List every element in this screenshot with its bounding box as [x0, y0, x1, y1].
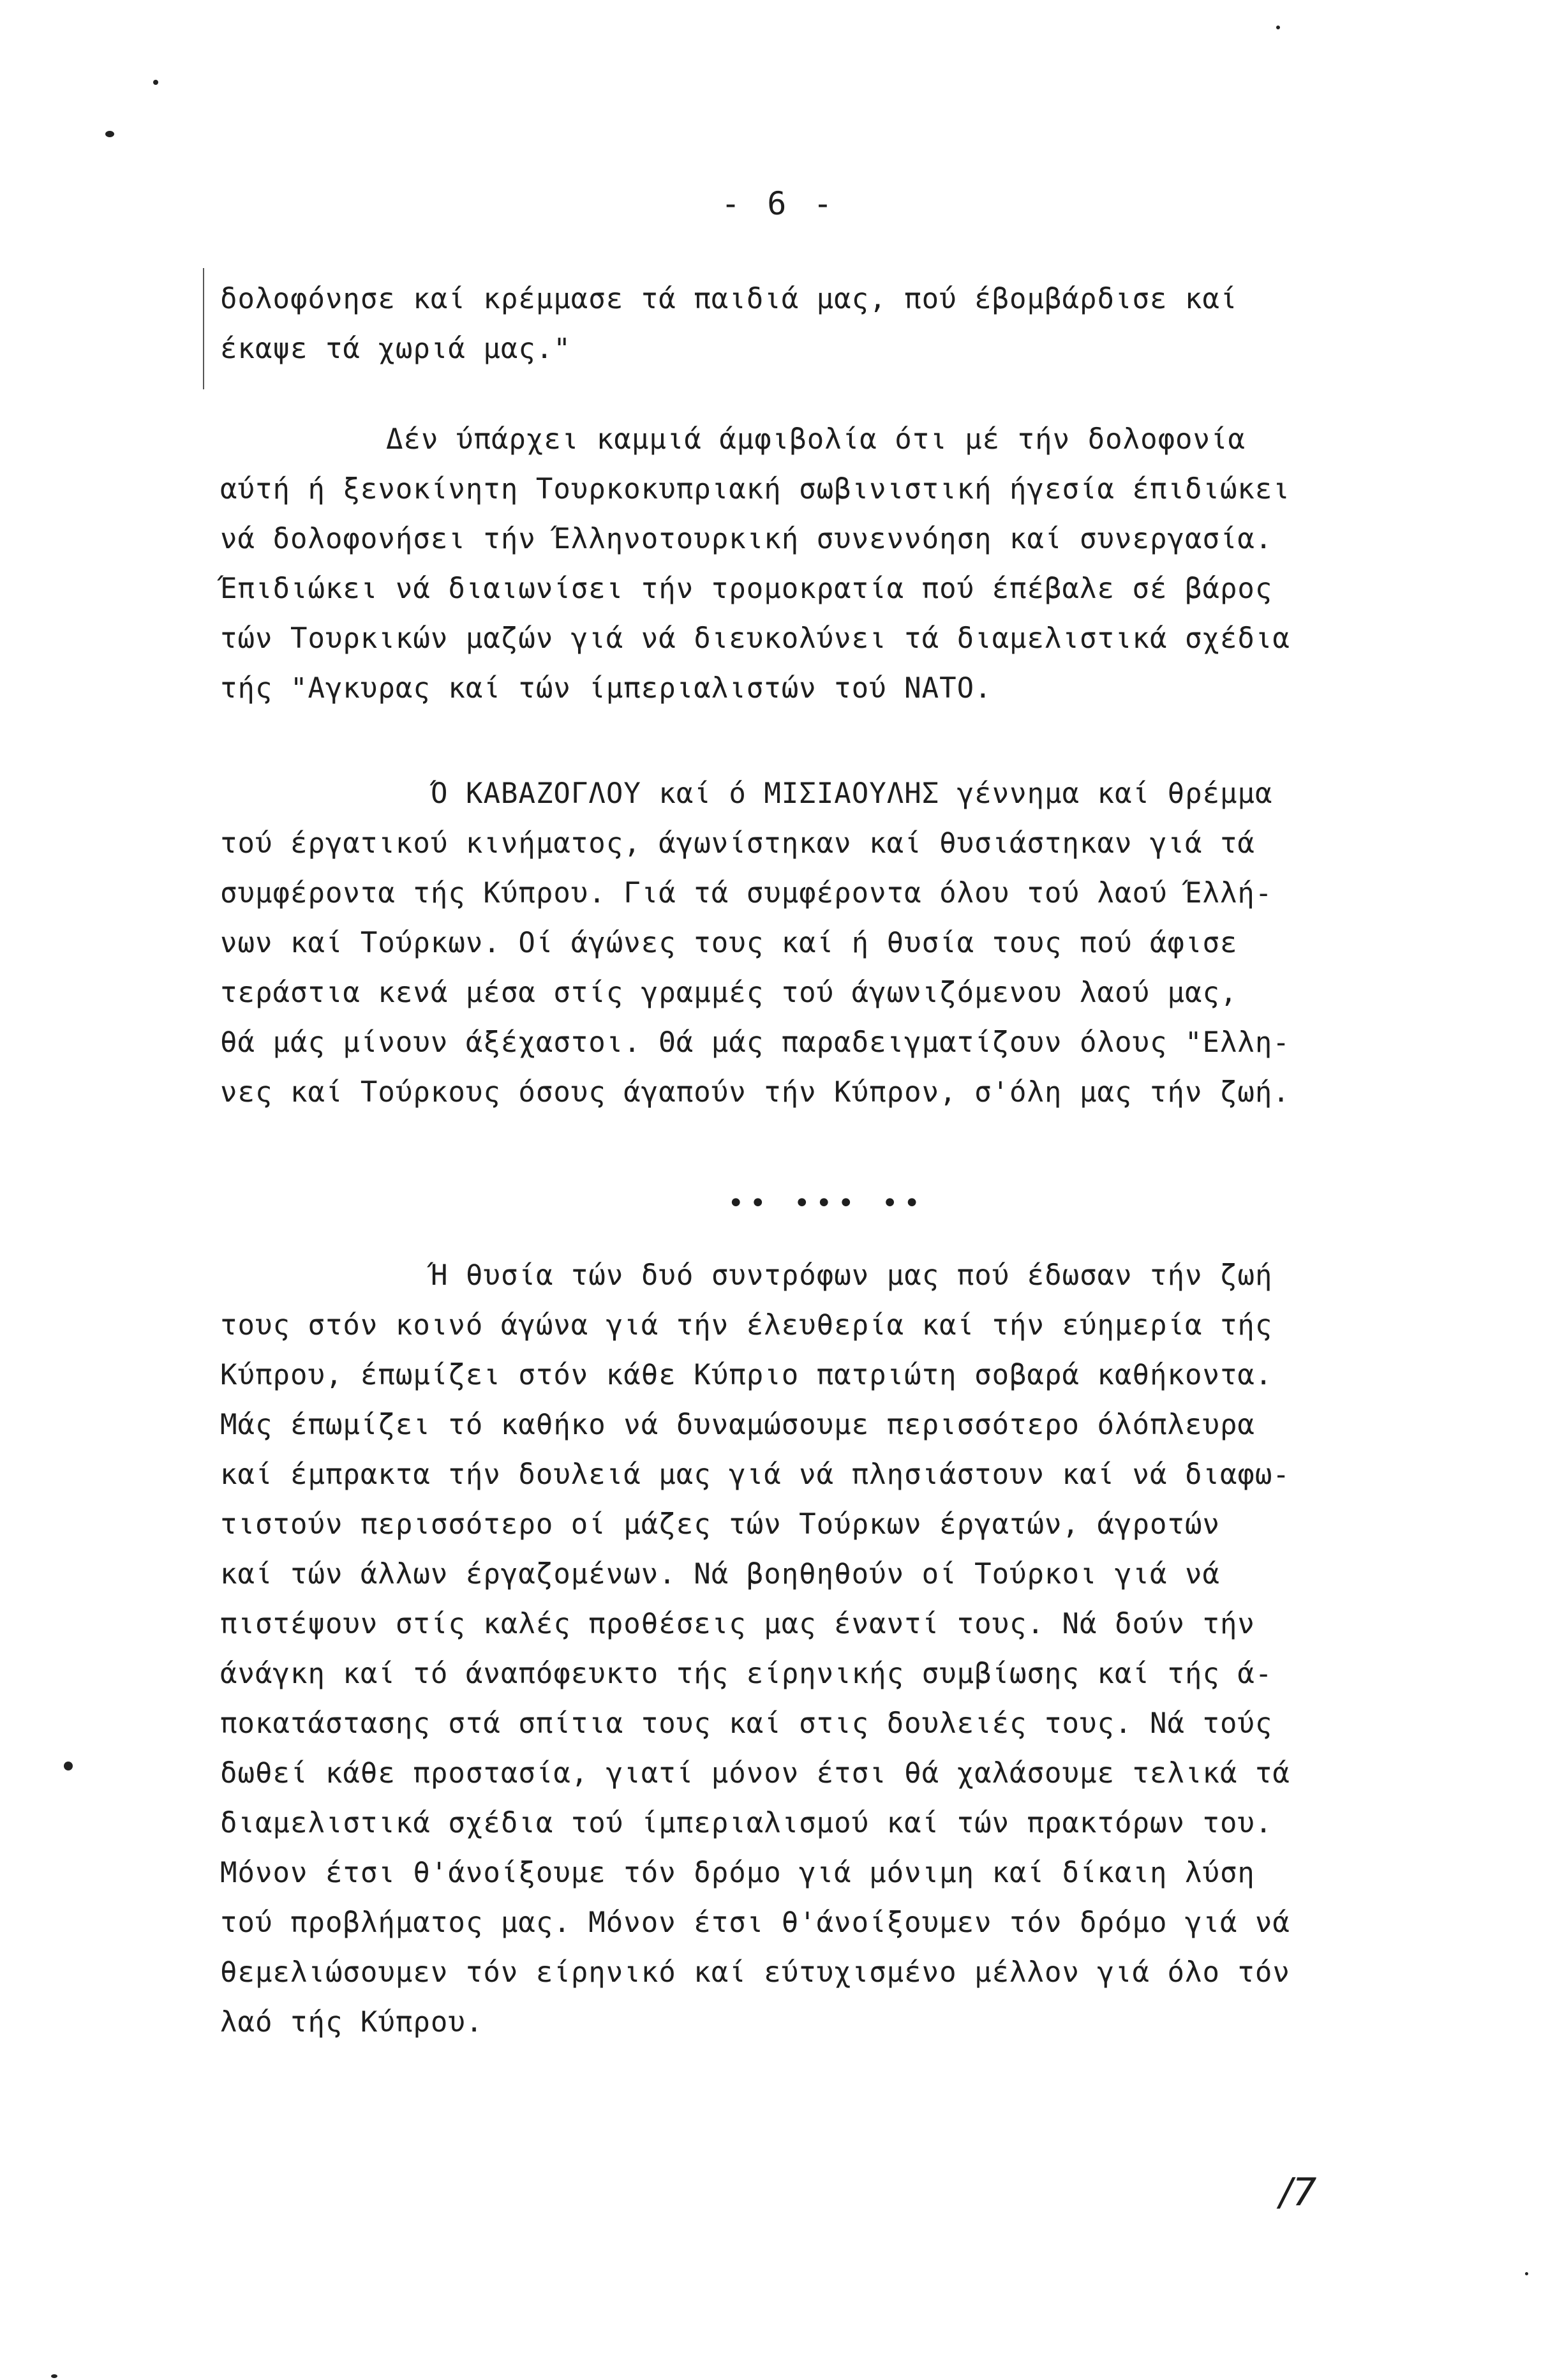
text-line: Ή θυσία τών δυό συντρόφων μας πού έδωσαν τήν ζωή: [431, 1259, 1273, 1292]
text-line: λαό τής Κύπρου.: [220, 2006, 484, 2039]
text-line: θά μάς μίνουν άξέχαστοι. Θά μάς παραδειγματίζουν όλους "Ελλη-: [220, 1026, 1290, 1059]
scan-speck: [105, 131, 114, 137]
text-line: Ό ΚΑΒΑΖΟΓΛΟΥ καί ό ΜΙΣΙΑΟΥΛΗΣ γέννημα καί θρέμμα: [431, 777, 1273, 810]
paragraph-1: [220, 274, 1480, 374]
text-line: Κύπρου, έπωμίζει στόν κάθε Κύπριο πατριώτη σοβαρά καθήκοντα.: [220, 1359, 1273, 1391]
text-line: δωθεί κάθε προστασία, γιατί μόνον έτσι θά χαλάσουμε τελικά τά: [220, 1757, 1290, 1790]
text-line: τών Τουρκικών μαζών γιά νά διευκολύνει τά διαμελιστικά σχέδια: [220, 622, 1290, 655]
scan-speck: [51, 2374, 57, 2378]
text-line: αύτή ή ξενοκίνητη Τουρκοκυπριακή σωβινιστική ήγεσία έπιδιώκει: [220, 473, 1290, 505]
text-line: ποκατάστασης στά σπίτια τους καί στις δουλειές τους. Νά τούς: [220, 1707, 1273, 1740]
text-line: τού προβλήματος μας. Μόνον έτσι θ'άνοίξουμεν τόν δρόμο γιά νά: [220, 1906, 1290, 1939]
text-line: τής "Αγκυρας καί τών ίμπεριαλιστών τού ΝΑΤΟ.: [220, 672, 992, 705]
text-line: άνάγκη καί τό άναπόφευκτο τής είρηνικής συμβίωσης καί τής ά-: [220, 1658, 1273, 1690]
paragraph-3: [220, 769, 1480, 1118]
text-line: Δέν ύπάρχει καμμιά άμφιβολία ότι μέ τήν δολοφονία: [386, 423, 1246, 456]
scan-speck: [153, 80, 158, 85]
text-line: νες καί Τούρκους όσους άγαπούν τήν Κύπρον, σ'όλη μας τήν ζωή.: [220, 1076, 1290, 1109]
paragraph-2: [220, 415, 1480, 714]
text-line: διαμελιστικά σχέδια τού ίμπεριαλισμού καί τών πρακτόρων του.: [220, 1807, 1273, 1839]
text-line: νά δολοφονήσει τήν Έλληνοτουρκική συνεννόηση καί συνεργασία.: [220, 523, 1273, 555]
margin-rule: [203, 268, 204, 389]
text-line: τους στόν κοινό άγώνα γιά τήν έλευθερία καί τήν εύημερία τής: [220, 1309, 1273, 1342]
section-separator: •• ••• ••: [727, 1187, 926, 1220]
scan-speck: [1276, 26, 1280, 29]
text-line: δολοφόνησε καί κρέμμασε τά παιδιά μας, πού έβομβάρδισε καί: [220, 283, 1238, 315]
text-line: νων καί Τούρκων. Οί άγώνες τους καί ή θυσία τους πού άφισε: [220, 927, 1238, 959]
text-line: έκαψε τά χωριά μας.": [220, 333, 571, 365]
text-line: καί τών άλλων έργαζομένων. Νά βοηθηθούν οί Τούρκοι γιά νά: [220, 1558, 1220, 1590]
paragraph-4: [220, 1251, 1480, 2047]
text-line: συμφέροντα τής Κύπρου. Γιά τά συμφέροντα όλου τού λαού Έλλή-: [220, 877, 1273, 909]
text-line: Έπιδιώκει νά διαιωνίσει τήν τρομοκρατία πού έπέβαλε σέ βάρος: [220, 573, 1273, 605]
text-line: τεράστια κενά μέσα στίς γραμμές τού άγωνιζόμενου λαού μας,: [220, 977, 1238, 1009]
text-line: Μόνον έτσι θ'άνοίξουμε τόν δρόμο γιά μόνιμη καί δίκαιη λύση: [220, 1857, 1255, 1889]
text-line: τού έργατικού κινήματος, άγωνίστηκαν καί θυσιάστηκαν γιά τά: [220, 827, 1255, 860]
page-number: - 6 -: [721, 185, 837, 222]
text-line: θεμελιώσουμεν τόν είρηνικό καί εύτυχισμένο μέλλον γιά όλο τόν: [220, 1956, 1290, 1989]
scan-speck: [1525, 2272, 1528, 2275]
continuation-mark: /7: [1279, 2170, 1317, 2215]
text-line: πιστέψουν στίς καλές προθέσεις μας έναντί τους. Νά δούν τήν: [220, 1608, 1255, 1640]
scan-speck: [64, 1762, 73, 1770]
text-line: καί έμπρακτα τήν δουλειά μας γιά νά πλησιάστουν καί νά διαφω-: [220, 1458, 1290, 1491]
text-line: Μάς έπωμίζει τό καθήκο νά δυναμώσουμε περισσότερο όλόπλευρα: [220, 1409, 1255, 1441]
text-line: τιστούν περισσότερο οί μάζες τών Τούρκων έργατών, άγροτών: [220, 1508, 1220, 1541]
